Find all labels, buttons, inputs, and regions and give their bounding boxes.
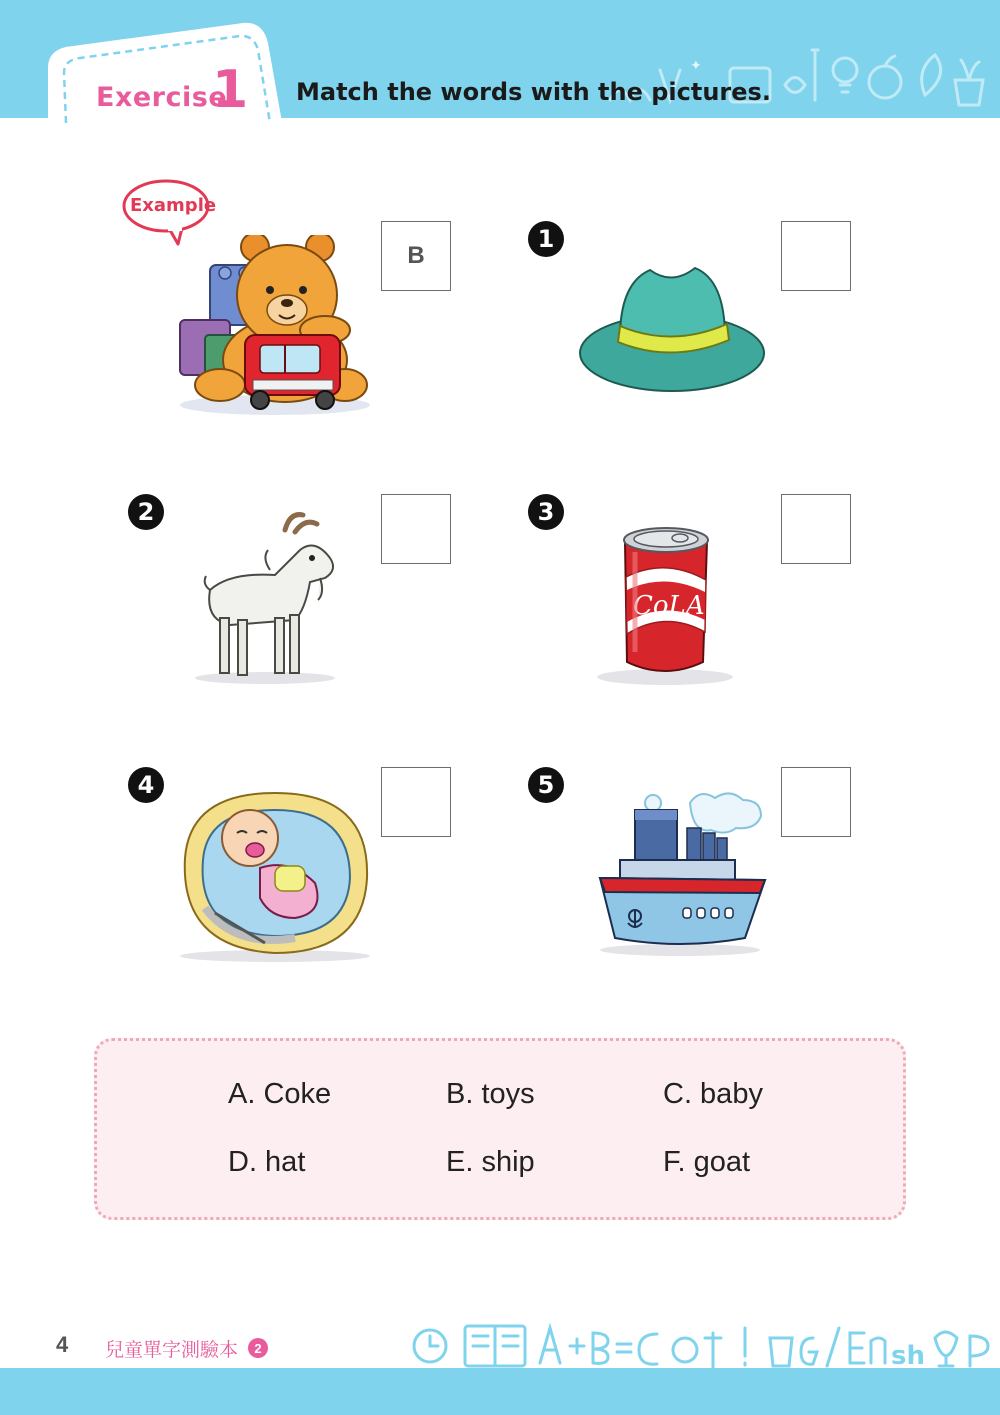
item-number-2: 2	[128, 494, 164, 530]
item-2-answer-box[interactable]	[381, 494, 451, 564]
cola-can-icon	[595, 522, 735, 687]
book-volume-badge: 2	[248, 1338, 268, 1358]
item-number-5: 5	[528, 767, 564, 803]
item-1-answer-box[interactable]	[781, 221, 851, 291]
footer-doodles-icon	[395, 1308, 1000, 1372]
exercise-label: Exercise	[96, 82, 228, 113]
item-3-answer-box[interactable]	[781, 494, 851, 564]
example-answer-box[interactable]: B	[381, 221, 451, 291]
svg-text:CoLA: CoLA	[633, 591, 705, 621]
baby-bassinet-icon	[175, 788, 375, 963]
item-number-4: 4	[128, 767, 164, 803]
word-option-c: C. baby	[663, 1078, 763, 1110]
svg-text:sh: sh	[891, 1341, 925, 1371]
item-number-3: 3	[528, 494, 564, 530]
svg-text:✦: ✦	[690, 58, 702, 74]
teddy-bear-toys-icon	[175, 235, 375, 420]
footer-bar	[0, 1368, 1000, 1415]
word-option-f: F. goat	[663, 1146, 751, 1178]
example-label: Example	[130, 195, 217, 216]
item-number-1: 1	[528, 221, 564, 257]
hat-icon	[575, 258, 770, 398]
goat-icon	[190, 510, 345, 685]
word-option-d: D. hat	[228, 1146, 306, 1178]
word-option-e: E. ship	[446, 1146, 535, 1178]
instruction-text: Match the words with the pictures.	[296, 78, 771, 106]
item-4-answer-box[interactable]	[381, 767, 451, 837]
ship-icon	[595, 788, 770, 958]
word-option-b: B. toys	[446, 1078, 535, 1110]
item-5-answer-box[interactable]	[781, 767, 851, 837]
word-option-a: A. Coke	[228, 1078, 332, 1110]
book-title: 兒童單字測驗本	[105, 1339, 239, 1361]
word-bank	[94, 1038, 906, 1220]
exercise-number: 1	[212, 60, 249, 120]
page-number: 4	[56, 1332, 69, 1357]
